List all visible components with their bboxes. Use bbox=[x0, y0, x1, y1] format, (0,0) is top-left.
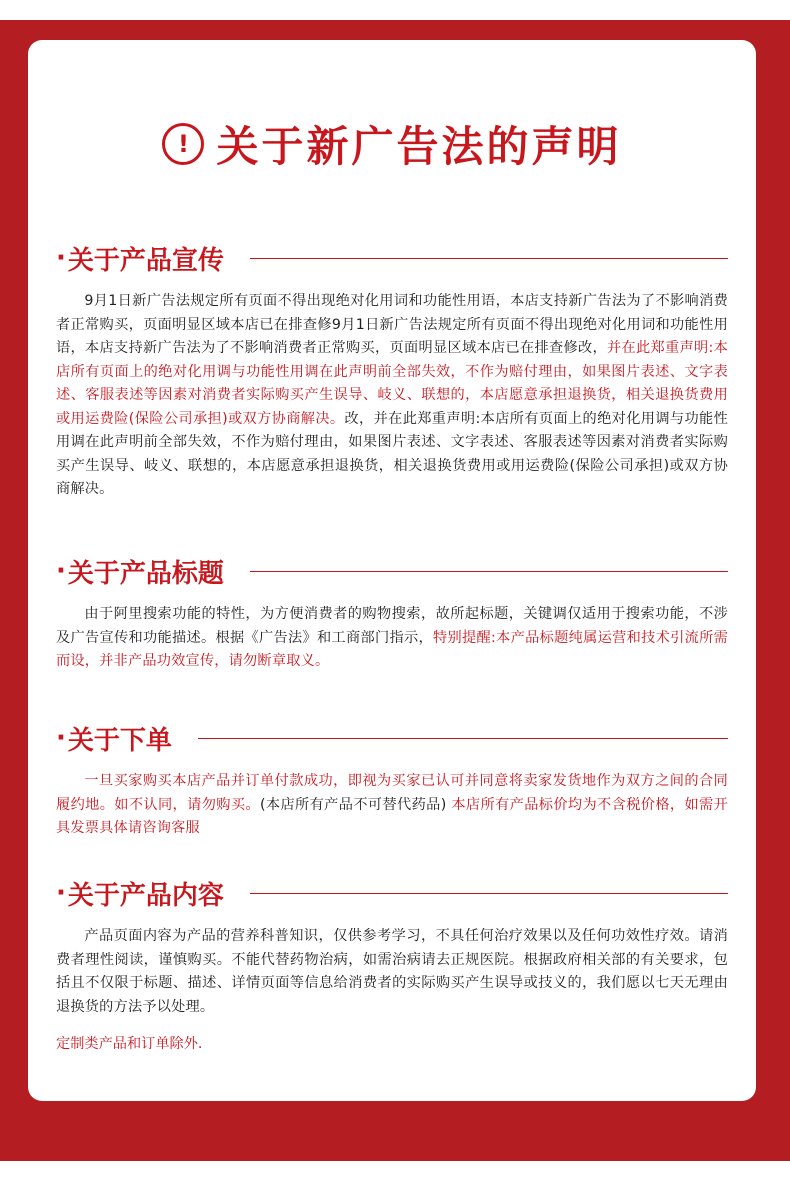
section-header bbox=[56, 553, 728, 589]
divider-line bbox=[198, 738, 728, 739]
section-header bbox=[56, 240, 728, 276]
divider-line bbox=[250, 258, 728, 259]
text-run: (本店所有产品不可替代药品) bbox=[259, 796, 447, 813]
text-run: 9月1日新广告法规定所有页面不得出现绝对化用词和功能性用语，本店支持新广告法为了不影响消费者正常购买，页面明显区域本店已在排查修9月1日新广告法规定所有页面不得出现绝对化用词和功能性用语，本店支持新广告法为了不影响消费者正常购买，页面明显区域本店已在排查修改， bbox=[56, 293, 728, 356]
section-footer-note: 定制类产品和订单除外. bbox=[56, 1036, 203, 1053]
divider-line bbox=[250, 893, 728, 894]
section-body bbox=[56, 770, 728, 841]
bullet-dot: · bbox=[56, 243, 66, 273]
text-run: 改，并在此郑重声明:本店所有页面上的绝对化用调与功能性用调在此声明前全部失效，不作为赔付理由，如果图片表述、文字表述、客服表述等因素对消费者实际购买产生误导、岐义、联想的，本店愿意承担退换货，相关退换货费用或用运费险(保险公司承担)或双方协商解决。 bbox=[56, 410, 728, 497]
section-body bbox=[56, 925, 728, 1019]
text-run-highlight: 并在此郑重声明:本店所有页面上的绝对化用调与功能性用调在此声明前全部失效，不作为赔付理由，如果图片表述、文字表述、客服表述等因素对消费者实际购买产生误导、岐义、联想的，本店愿意承担退换货，相关退换货费用或用运费险(保险公司承担)或双方协商解决。 bbox=[56, 340, 728, 427]
section-title: 关于产品宣传 bbox=[67, 245, 224, 276]
bullet-dot: · bbox=[56, 878, 66, 908]
bullet-dot: · bbox=[56, 723, 66, 753]
section-product-content bbox=[56, 875, 728, 1057]
section-ordering bbox=[56, 720, 728, 855]
section-title: 关于产品标题 bbox=[67, 558, 224, 589]
section-body bbox=[56, 603, 728, 674]
section-header bbox=[56, 875, 728, 911]
statement-card bbox=[28, 40, 756, 1101]
section-title: 关于产品内容 bbox=[67, 880, 224, 911]
title-row bbox=[28, 114, 756, 174]
section-title: 关于下单 bbox=[67, 725, 172, 756]
section-header bbox=[56, 720, 728, 756]
section-product-title bbox=[56, 553, 728, 688]
section-product-promotion bbox=[56, 240, 728, 516]
text-run: 由于阿里搜索功能的特性，为方便消费者的购物搜索，故所起标题，关键调仅适用于搜索功能，不涉及广告宣传和功能描述。根据《广告法》和工商部门指示， bbox=[56, 606, 728, 646]
bullet-dot: · bbox=[56, 556, 66, 586]
exclamation-circle-icon: ! bbox=[162, 123, 204, 165]
text-run-highlight: 本店所有产品标价均为不含税价格，如需开具发票具体请咨询客服 bbox=[56, 796, 728, 836]
divider-line bbox=[250, 571, 728, 572]
text-run-highlight: 特别提醒:本产品标题纯属运营和技术引流所需而设，并非产品功效宣传，请勿断章取义。 bbox=[56, 629, 729, 669]
text-run: 产品页面内容为产品的营养科普知识，仅供参考学习，不具任何治疗效果以及任何功效性疗效。请消费者理性阅读，谨慎购买。不能代替药物治病，如需治病请去正规医院。根据政府相关部的有关要求，包括且不仅限于标题、描述、详情页面等信息给消费者的实际购买产生误导或技义的，我们愿以七天无理由退换货的方法予以处理。 bbox=[56, 928, 728, 1015]
section-body bbox=[56, 290, 728, 502]
page-title: 关于新广告法的声明 bbox=[216, 122, 622, 171]
text-run-highlight: 一旦买家购买本店产品并订单付款成功，即视为买家已认可并同意将卖家发货地作为双方之间的合同履约地。如不认同，请勿购买。 bbox=[56, 773, 728, 813]
